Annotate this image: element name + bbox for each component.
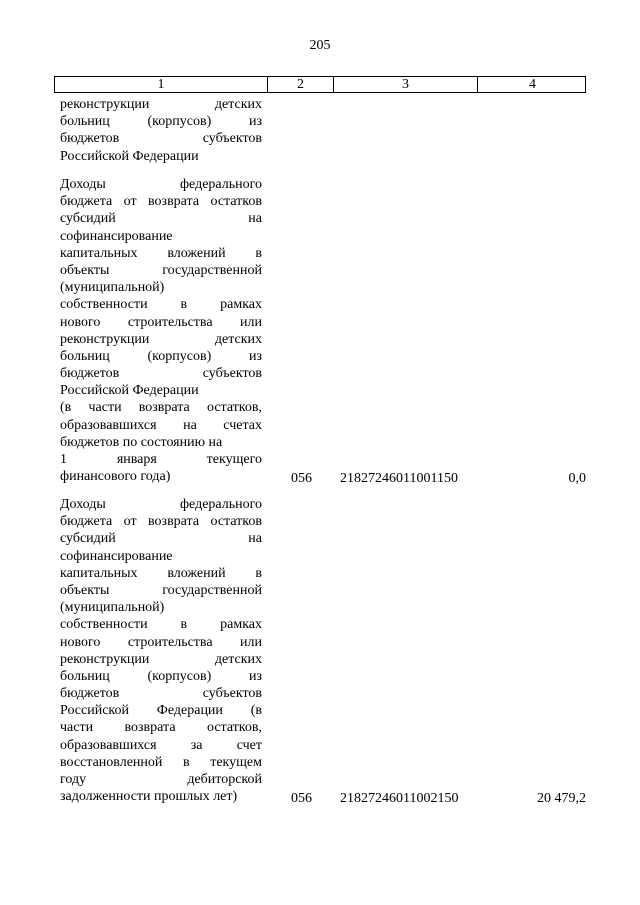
description-line: восстановленной в текущем [60, 754, 262, 770]
description-line: собственности в рамках [60, 617, 262, 633]
description-line: капитальных вложений в [60, 245, 262, 261]
description-line: образовавшихся на счетах [60, 417, 262, 433]
description-line: нового строительства или [60, 634, 262, 650]
description-line: объекты государственной [60, 582, 262, 598]
description-line: (муниципальной) [60, 280, 165, 296]
description-line: Российской Федерации [60, 148, 199, 164]
description-line: 1 января текущего [60, 452, 262, 467]
table-row-1-description [60, 176, 262, 485]
table-row-1-amount: 0,0 [568, 471, 586, 486]
table-row-2-kbk: 21827246011002150 [340, 791, 459, 806]
description-line: (муниципальной) [60, 600, 165, 616]
table-row-2-amount: 20 479,2 [537, 791, 586, 806]
description-line: больниц (корпусов) из [60, 114, 262, 130]
description-line: задолженности прошлых лет) [60, 789, 238, 805]
description-line: бюджетов по состоянию на [60, 434, 223, 450]
description-line: Доходы федерального [60, 497, 262, 512]
page-number: 205 [309, 38, 331, 53]
description-line: бюджета от возврата остатков [60, 514, 262, 530]
description-line: субсидий на [60, 531, 262, 547]
description-line: реконструкции детских [60, 651, 262, 667]
description-line: объекты государственной [60, 262, 262, 278]
column-header-3: 3 [333, 77, 477, 92]
table-row-2-admin-code: 056 [291, 791, 312, 806]
description-line: году дебиторской [60, 772, 262, 787]
description-line: образовавшихся за счет [60, 737, 262, 753]
description-line: нового строительства или [60, 314, 262, 330]
description-line: софинансирование [60, 548, 173, 564]
table-header [54, 76, 586, 93]
description-line: бюджетов субъектов [60, 686, 262, 702]
description-line: капитальных вложений в [60, 565, 262, 581]
table-row-1-admin-code: 056 [291, 471, 312, 486]
table-row-2-description [60, 496, 262, 805]
description-line: субсидий на [60, 211, 262, 227]
description-line: софинансирование [60, 228, 173, 244]
table-row-1-kbk: 21827246011001150 [340, 471, 458, 486]
description-line: (в части возврата остатков, [60, 400, 262, 416]
description-line: финансового года) [60, 469, 171, 485]
description-line: бюджетов субъектов [60, 366, 262, 382]
description-line: бюджета от возврата остатков [60, 194, 262, 210]
description-line: Российской Федерации (в [60, 703, 262, 719]
description-line: части возврата остатков, [60, 720, 262, 736]
description-line: больниц (корпусов) из [60, 668, 262, 684]
description-line: Доходы федерального [60, 177, 262, 192]
description-line: собственности в рамках [60, 297, 262, 313]
column-header-4: 4 [477, 77, 587, 92]
description-line: реконструкции детских [60, 97, 262, 112]
column-header-1: 1 [157, 77, 165, 92]
column-header-2: 2 [267, 77, 333, 92]
continued-description [60, 96, 262, 165]
description-line: больниц (корпусов) из [60, 348, 262, 364]
description-line: реконструкции детских [60, 331, 262, 347]
description-line: Российской Федерации [60, 383, 199, 399]
description-line: бюджетов субъектов [60, 131, 262, 147]
